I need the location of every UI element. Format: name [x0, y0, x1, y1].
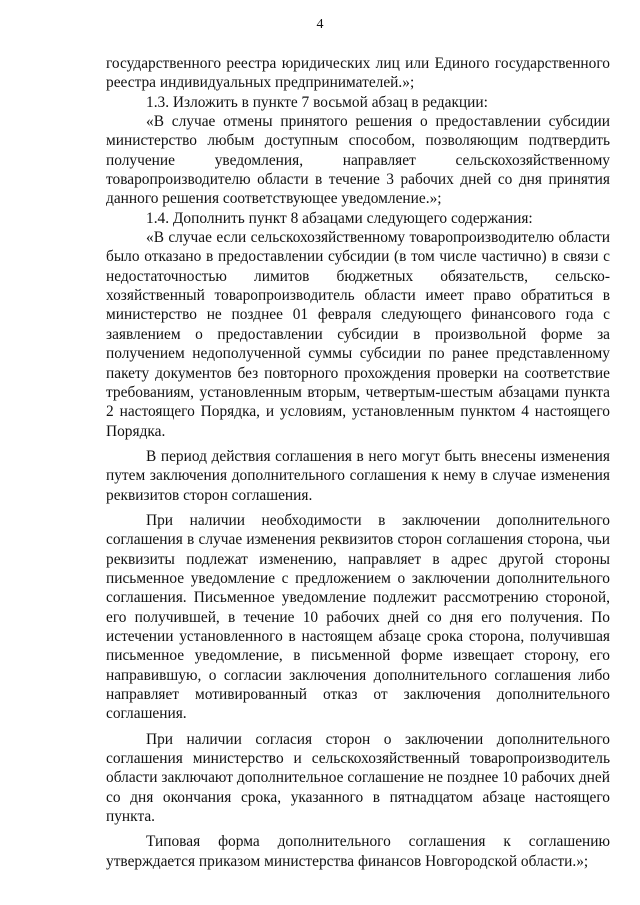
paragraph-continuation: государственного реестра юридических лиц или Единого государственного реестра индивидуальных предпринимателей.»; — [106, 55, 610, 92]
paragraph-amendment-period: В период действия соглашения в него могут быть внесены изменения путем заключения дополнительного соглашения к нему в случае изменения реквизитов сторон соглашения. — [106, 447, 610, 504]
paragraph-agreement-consent: При наличии согласия сторон о заключении дополнительного соглашения министерство и сельскохозяйственный товаропроизводитель области заключают дополнительное соглашение не позднее 10 рабочих дней со дня окончания срока, указанного в пятнадцатом абзаце настоящего пункта. — [106, 730, 610, 826]
paragraph-quote-refusal: «В случае если сельскохозяйственному товаропроизводителю области было отказано в предоставлении субсидии (в том числе частично) в связи с недостаточностью лимитов бюджетных обязательств, сельско-хозяйственный товаропроизводитель области имеет право обратиться в министерство не позднее 01 февраля следующего финансового года с заявлением о предоставлении субсидии в произвольной форме за получением недополученной суммы субсидии по ранее представленному пакету документов без повторного прохождения проверки на соответствие требованиям, установленным вторым, четвертым-шестым абзацами пункта 2 настоящего Порядка, и условиям, установленным пунктом 4 настоящего Порядка. — [106, 229, 610, 440]
paragraph-quote-cancellation: «В случае отмены принятого решения о предоставлении субсидии министерство любым доступным способом, позволяющим подтвердить получение уведомления, направляет сельскохозяйственному товаропроизводителю области в течение 3 рабочих дней со дня принятия данного решения соответствующее уведомление.»; — [106, 113, 610, 208]
paragraph-item-1-3: 1.3. Изложить в пункте 7 восьмой абзац в редакции: — [146, 93, 488, 111]
page-number: 4 — [316, 17, 324, 32]
paragraph-item-1-4: 1.4. Дополнить пункт 8 абзацами следующего содержания: — [146, 209, 533, 227]
document-body — [106, 54, 610, 871]
paragraph-notification: При наличии необходимости в заключении дополнительного соглашения в случае изменения реквизитов сторон соглашения сторона, чьи реквизиты подлежат изменению, направляет в адрес другой стороны письменное уведомление с предложением о заключении дополнительного соглашения. Письменное уведомление подлежит рассмотрению стороной, его получившей, в течение 10 рабочих дней со дня его получения. По истечении установленного в настоящем абзаце срока сторона, получившая письменное уведомление, в письменной форме извещает сторону, его направившую, о согласии заключения дополнительного соглашения либо направляет мотивированный отказ от заключения дополнительного соглашения. — [106, 511, 610, 723]
paragraph-template-form: Типовая форма дополнительного соглашения к соглашению утверждается приказом министерства финансов Новгородской области.»; — [106, 833, 610, 870]
